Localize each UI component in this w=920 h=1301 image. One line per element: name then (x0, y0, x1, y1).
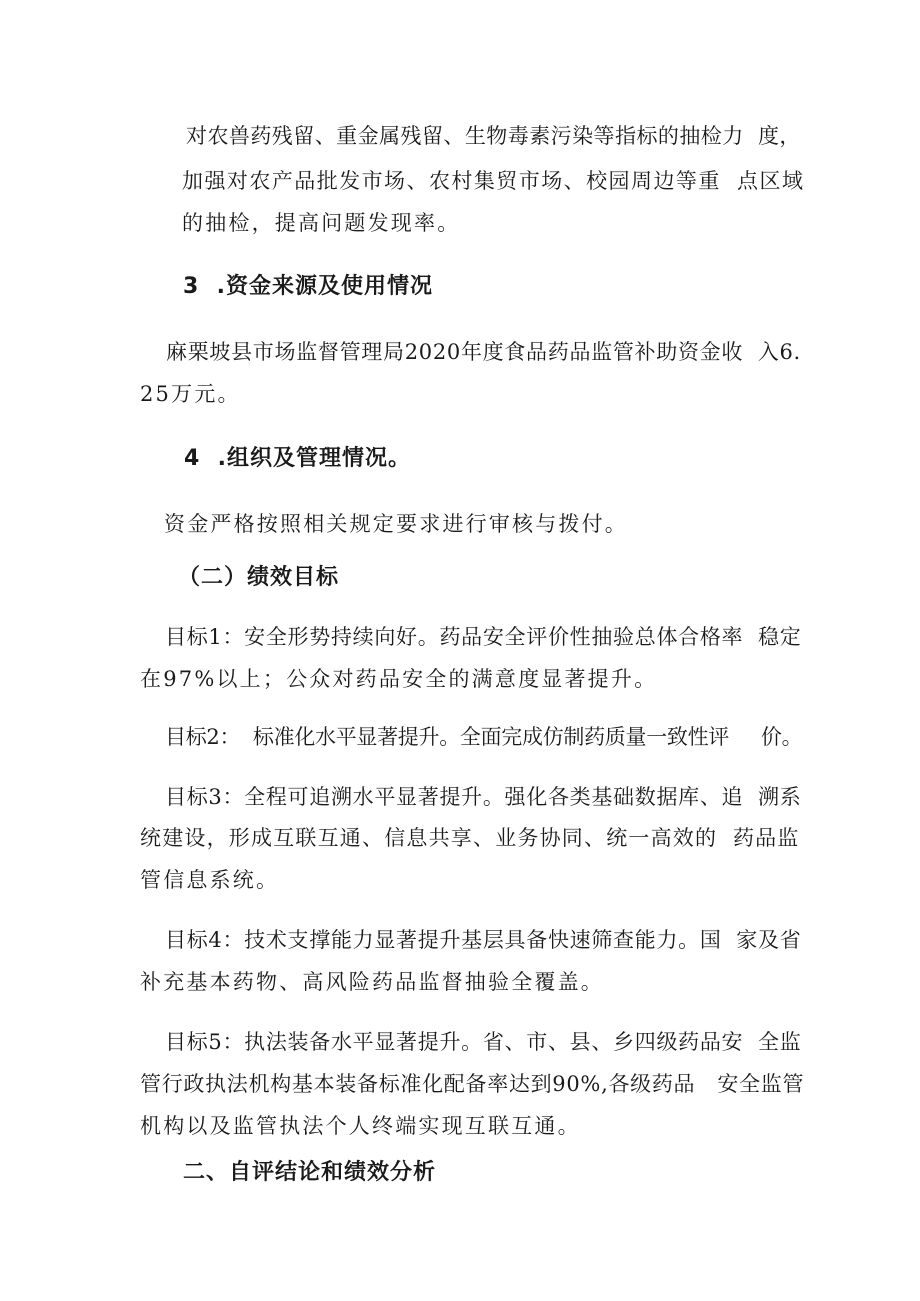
heading-organization: 4 .组织及管理情况。 (184, 446, 411, 471)
goal-5-line-2: 管行政执法机构基本装备标准化配备率达到90%,各级药品 安全监管 (140, 1072, 805, 1096)
heading-self-evaluation: 二、自评结论和绩效分析 (183, 1160, 437, 1185)
para-management: 资金严格按照相关规定要求进行审核与拨付。 (164, 512, 628, 536)
goal-3-line-1: 目标3：全程可追溯水平显著提升。强化各类基础数据库、追 溯系 (165, 785, 802, 809)
goal-5-line-3: 机构以及监管执法个人终端实现互联互通。 (140, 1114, 581, 1138)
para-intro-line-2: 加强对农产品批发市场、农村集贸市场、校园周边等重 点区域 (182, 169, 805, 193)
goal-2-line-1: 目标2： 标准化水平显著提升。全面完成仿制药质量一致性评 价。 (165, 725, 803, 749)
para-intro-line-1: 对农兽药残留、重金属残留、生物毒素污染等指标的抽检力 度， (186, 124, 801, 148)
goal-4-line-2: 补充基本药物、高风险药品监督抽验全覆盖。 (140, 970, 604, 994)
para-funding-line-2: 25万元。 (140, 382, 241, 406)
goal-1-line-1: 目标1：安全形势持续向好。药品安全评价性抽验总体合格率 稳定 (165, 625, 802, 649)
heading-performance-goals: （二）绩效目标 (178, 565, 340, 590)
para-intro-line-3: 的抽检，提高问题发现率。 (182, 211, 461, 235)
goal-5-line-1: 目标5：执法装备水平显著提升。省、市、县、乡四级药品安 全监 (165, 1030, 802, 1054)
para-funding-line-1: 麻栗坡县市场监督管理局2020年度食品药品监管补助资金收 入6. (166, 340, 801, 364)
heading-funding-source: 3 .资金来源及使用情况 (183, 274, 433, 299)
goal-3-line-2: 统建设，形成互联互通、信息共享、业务协同、统一高效的 药品监 (140, 826, 800, 850)
goal-3-line-3: 管信息系统。 (140, 868, 280, 892)
goal-4-line-1: 目标4：技术支撑能力显著提升基层具备快速筛查能力。国 家及省 (165, 928, 802, 952)
goal-1-line-2: 在97%以上；公众对药品安全的满意度显著提升。 (140, 667, 658, 691)
